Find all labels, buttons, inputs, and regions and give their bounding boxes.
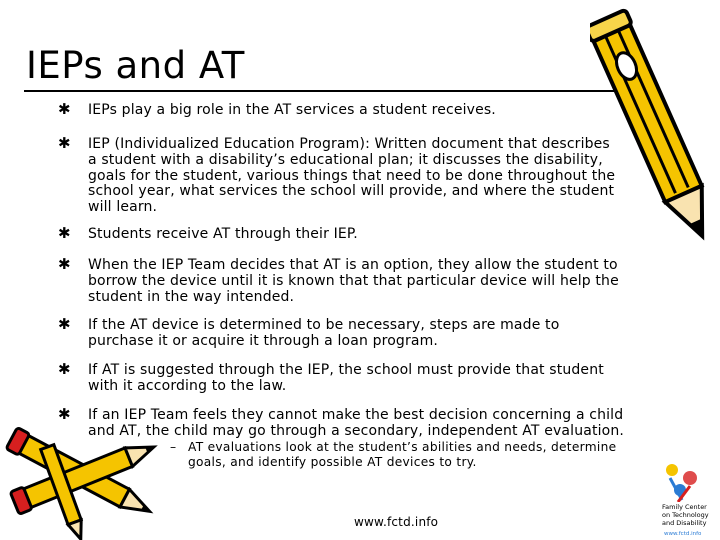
bullet-line: will learn. [88,199,158,216]
bullet-line: goals for the student, various things that need to be done throughout the [88,167,616,184]
crossed-pencils-icon [0,415,170,540]
sub-bullet-line: AT evaluations look at the student’s abilities and needs, determine [188,440,617,454]
slide-title: IEPs and AT [26,44,245,87]
dash-bullet: – [170,440,177,454]
svg-text:and Disability: and Disability [662,519,707,527]
bullet-line: and AT, the child may go through a secondary, independent AT evaluation. [88,422,624,439]
bullet-line: IEP (Individualized Education Program): Written document that describes [88,136,610,152]
bullet-line: with it according to the law. [88,377,287,394]
sub-bullet-line: goals, and identify possible AT devices to try. [188,455,477,469]
bullet-line: student in the way intended. [88,288,295,305]
pencil-icon [590,0,720,260]
title-underline [24,90,614,92]
fctd-logo [650,460,720,540]
bullet-line: purchase it or acquire it through a loan program. [88,332,438,349]
asterisk-bullet-icon: ✱ [58,360,71,378]
svg-text:www.fctd.info: www.fctd.info [664,531,702,537]
asterisk-bullet-icon: ✱ [58,224,71,242]
bullet-line: school year, what services the school will provide, and where the student [88,183,615,200]
bullet-line: When the IEP Team decides that AT is an option, they allow the student to [88,257,618,273]
bullet-line: If the AT device is determined to be necessary, steps are made to [88,317,560,333]
svg-text:on Technology: on Technology [662,511,709,519]
asterisk-bullet-icon: ✱ [58,315,71,333]
bullet-line: If AT is suggested through the IEP, the school must provide that student [88,362,604,378]
svg-text:Family Center: Family Center [662,503,707,511]
bullet-line: Students receive AT through their IEP. [88,226,358,242]
asterisk-bullet-icon: ✱ [58,100,71,118]
bullet-line: a student with a disability’s educational plan; it discusses the disability, [88,151,603,168]
bullet-line: IEPs play a big role in the AT services a student receives. [88,102,496,118]
asterisk-bullet-icon: ✱ [58,405,71,423]
asterisk-bullet-icon: ✱ [58,134,71,152]
bullet-line: If an IEP Team feels they cannot make the best decision concerning a child [88,407,624,423]
footer-url: www.fctd.info [354,515,439,529]
bullet-line: borrow the device until it is known that that particular device will help the [88,272,619,289]
asterisk-bullet-icon: ✱ [58,255,71,273]
